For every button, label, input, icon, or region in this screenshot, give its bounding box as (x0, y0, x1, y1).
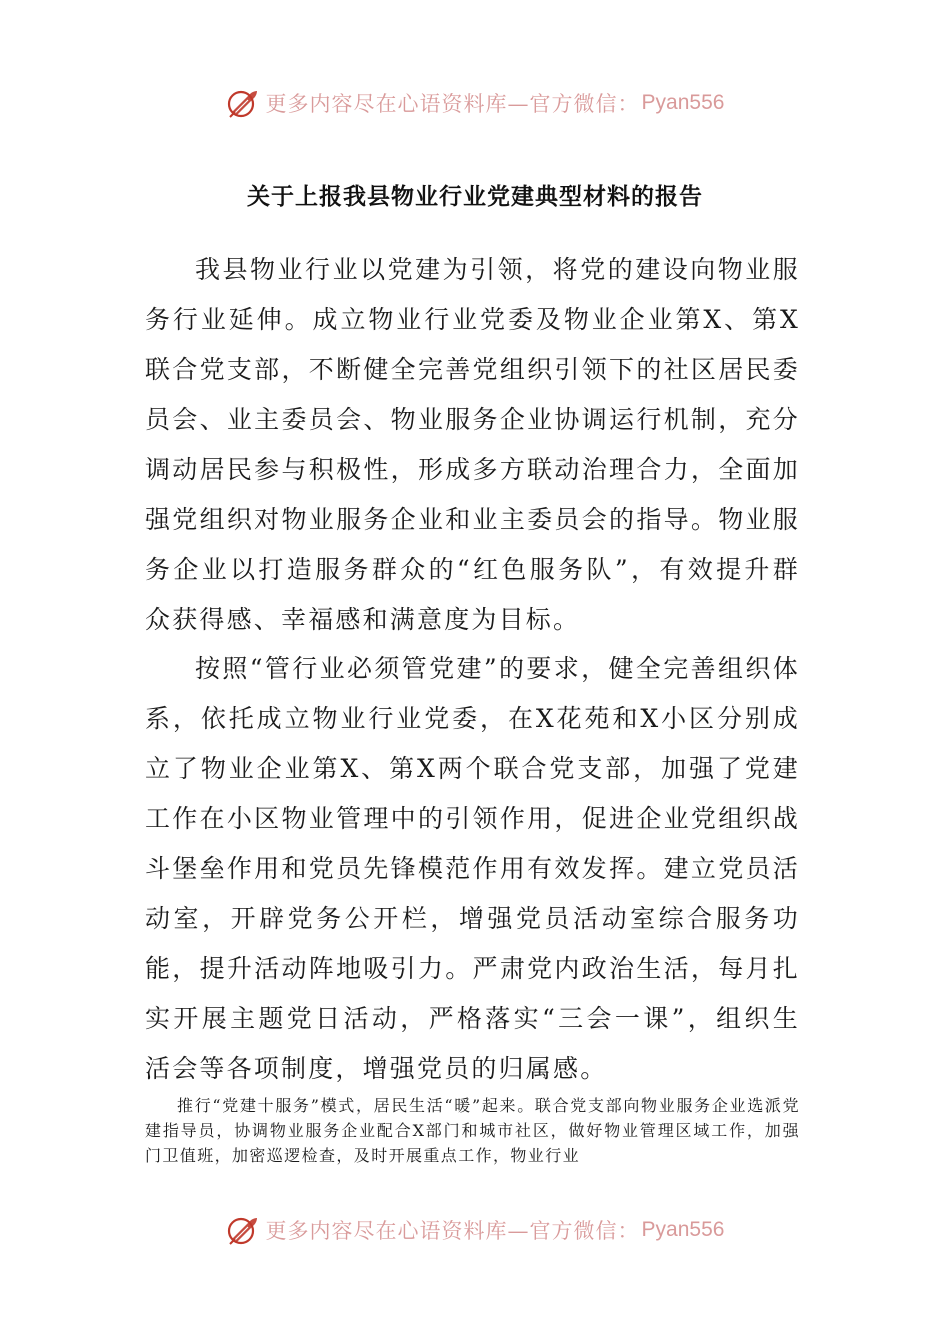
body-paragraph-1 (145, 245, 800, 645)
watermark-text: 更多内容尽在心语资料库—官方微信： (265, 1219, 640, 1243)
document-title: 关于上报我县物业行业党建典型材料的报告 (247, 184, 703, 210)
body-paragraph-2 (145, 644, 800, 1094)
watermark-banner-bottom (0, 1210, 950, 1250)
quill-logo-icon (226, 86, 260, 120)
quill-logo-icon (226, 1213, 260, 1247)
watermark-banner-top (0, 83, 950, 123)
paragraph-text: 我县物业行业以党建为引领，将党的建设向物业服务行业延伸。成立物业行业党委及物业企业第X、第X联合党支部，不断健全完善党组织引领下的社区居民委员会、业主委员会、物业服务企业协调运行机制，充分调动居民参与积极性，形成多方联动治理合力，全面加强党组织对物业服务企业和业主委员会的指导。物业服务企业以打造服务群众的“红色服务队”，有效提升群众获得感、幸福感和满意度为目标。 (145, 255, 800, 634)
body-paragraph-3-small (145, 1093, 800, 1168)
watermark-wechat-id: Pyan556 (641, 1218, 725, 1241)
paragraph-text: 推行“党建十服务”模式，居民生活“暖”起来。联合党支部向物业服务企业选派党建指导员，协调物业服务企业配合X部门和城市社区，做好物业管理区域工作，加强门卫值班，加密巡逻检查，及时开展重点工作，物业行业 (145, 1096, 800, 1165)
watermark-wechat-id: Pyan556 (641, 91, 725, 114)
paragraph-text: 按照“管行业必须管党建”的要求，健全完善组织体系，依托成立物业行业党委，在X花苑和X小区分别成立了物业企业第X、第X两个联合党支部，加强了党建工作在小区物业管理中的引领作用，促进企业党组织战斗堡垒作用和党员先锋模范作用有效发挥。建立党员活动室，开辟党务公开栏，增强党员活动室综合服务功能，提升活动阵地吸引力。严肃党内政治生活，每月扎实开展主题党日活动，严格落实“三会一课”，组织生活会等各项制度，增强党员的归属感。 (145, 654, 800, 1083)
watermark-text: 更多内容尽在心语资料库—官方微信： (265, 92, 640, 116)
